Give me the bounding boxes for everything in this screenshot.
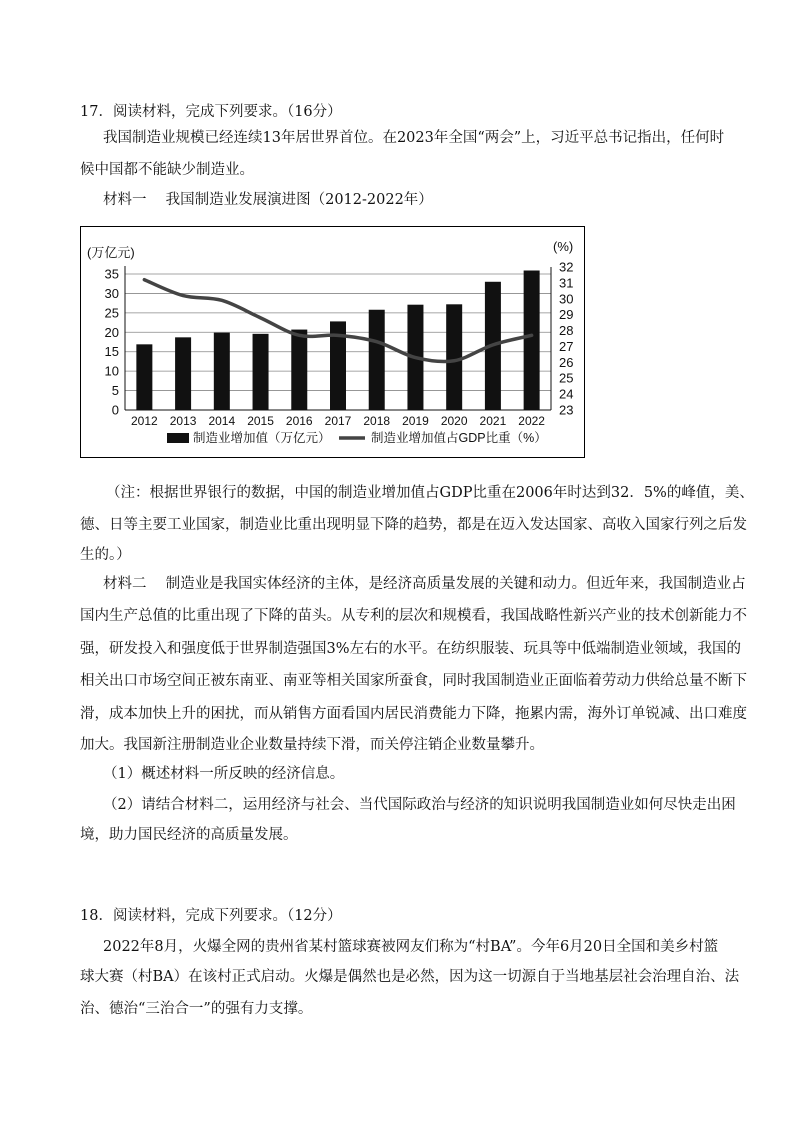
- right-tick-label: 24: [559, 386, 574, 402]
- q18-intro-line-2: 球大赛（村BA）在该村正式启动。火爆是偶然也是必然，因为这一切源自于当地基层社会治理自治、法: [80, 969, 740, 985]
- left-tick-label: 30: [104, 285, 119, 301]
- material2-line-4: 相关出口市场空间正被东南亚、南亚等相关国家所蚕食，同时我国制造业正面临着劳动力供给总量不断下: [80, 673, 747, 689]
- material2-line-2: 国内生产总值的比重出现了下降的苗头。从专利的层次和规模看，我国战略性新兴产业的技术创新能力不: [80, 608, 747, 624]
- x-tick-label: 2017: [324, 414, 352, 428]
- right-tick-label: 28: [559, 323, 574, 339]
- chart-svg: [81, 227, 586, 459]
- bar-2013: [175, 337, 191, 410]
- left-tick-label: 35: [104, 266, 119, 282]
- x-tick-label: 2022: [518, 414, 545, 428]
- note-line-3: 生的。）: [80, 547, 131, 563]
- bar-2014: [214, 333, 230, 410]
- right-tick-label: 30: [559, 291, 574, 307]
- right-tick-label: 27: [559, 338, 574, 354]
- question-2-line-2: 境，助力国民经济的高质量发展。: [80, 827, 298, 843]
- q17-intro-line-1: 我国制造业规模已经连续13年居世界首位。在2023年全国“两会”上，习近平总书记指出，任何时: [103, 130, 725, 146]
- material2-line-3: 强，研发投入和强度低于世界制造强国3%左右的水平。在纺织服装、玩具等中低端制造业领域，我国的: [80, 641, 741, 657]
- note-line-1: （注：根据世界银行的数据，中国的制造业增加值占GDP比重在2006年时达到32．5%的峰值，美、: [106, 485, 754, 501]
- right-axis-unit: (%): [553, 239, 574, 254]
- material2-line-6: 加大。我国新注册制造业企业数量持续下滑，而关停注销企业数量攀升。: [80, 737, 544, 753]
- note-line-2: 德、日等主要工业国家，制造业比重出现明显下降的趋势，都是在迈入发达国家、高收入国家行列之后发: [80, 517, 747, 533]
- left-axis-unit: (万亿元): [87, 245, 135, 260]
- legend-bar-swatch: [167, 433, 189, 443]
- bar-2018: [369, 310, 385, 410]
- x-tick-label: 2019: [402, 414, 429, 428]
- bar-2016: [291, 330, 307, 410]
- manufacturing-chart: [80, 226, 585, 458]
- right-tick-label: 31: [559, 275, 574, 291]
- q17-intro-line-2: 候中国都不能缺少制造业。: [80, 162, 254, 178]
- q18-title: 18．阅读材料，完成下列要求。（12分）: [80, 908, 342, 924]
- left-tick-label: 15: [104, 344, 119, 360]
- left-tick-label: 5: [111, 383, 119, 399]
- right-tick-label: 23: [559, 402, 574, 418]
- q17-title: 17．阅读材料，完成下列要求。（16分）: [80, 104, 342, 120]
- x-tick-label: 2012: [131, 414, 158, 428]
- material1-title: 材料一 我国制造业发展演进图（2012-2022年）: [103, 192, 433, 208]
- x-tick-label: 2021: [479, 414, 507, 428]
- left-tick-label: 10: [104, 363, 119, 379]
- x-tick-label: 2013: [169, 414, 197, 428]
- left-tick-label: 20: [104, 324, 119, 340]
- bar-2020: [446, 304, 462, 410]
- q18-intro-line-1: 2022年8月，火爆全网的贵州省某村篮球赛被网友们称为“村BA”。今年6月20日全国和美乡村篮: [103, 939, 719, 955]
- x-tick-label: 2018: [363, 414, 391, 428]
- material2-line-1: 材料二 制造业是我国实体经济的主体，是经济高质量发展的关键和动力。但近年来，我国制造业占: [103, 576, 746, 592]
- right-tick-label: 25: [559, 370, 574, 386]
- question-2-line-1: （2）请结合材料二，运用经济与社会、当代国际政治与经济的知识说明我国制造业如何尽快走出困: [103, 797, 736, 813]
- right-tick-label: 32: [559, 259, 574, 275]
- x-tick-label: 2014: [208, 414, 236, 428]
- legend-line-label: 制造业增加值占GDP比重（%）: [371, 431, 547, 445]
- bar-2022: [524, 271, 540, 410]
- left-tick-label: 25: [104, 305, 119, 321]
- left-tick-label: 0: [111, 402, 119, 418]
- legend-bar-label: 制造业增加值（万亿元）: [193, 431, 331, 445]
- q18-intro-line-3: 治、德治“三治合一”的强有力支撑。: [80, 1001, 313, 1017]
- right-tick-label: 29: [559, 307, 574, 323]
- bar-2012: [136, 344, 152, 410]
- legend: [167, 430, 547, 445]
- x-tick-label: 2020: [440, 414, 468, 428]
- question-1: （1）概述材料一所反映的经济信息。: [103, 766, 345, 782]
- x-tick-label: 2016: [285, 414, 313, 428]
- x-tick-label: 2015: [247, 414, 274, 428]
- right-tick-label: 26: [559, 354, 574, 370]
- material2-line-5: 滑，成本加快上升的困扰，而从销售方面看国内居民消费能力下降，拖累内需，海外订单锐减、出口难度: [80, 706, 747, 722]
- bar-2015: [253, 334, 269, 410]
- bar-layer: [136, 271, 539, 410]
